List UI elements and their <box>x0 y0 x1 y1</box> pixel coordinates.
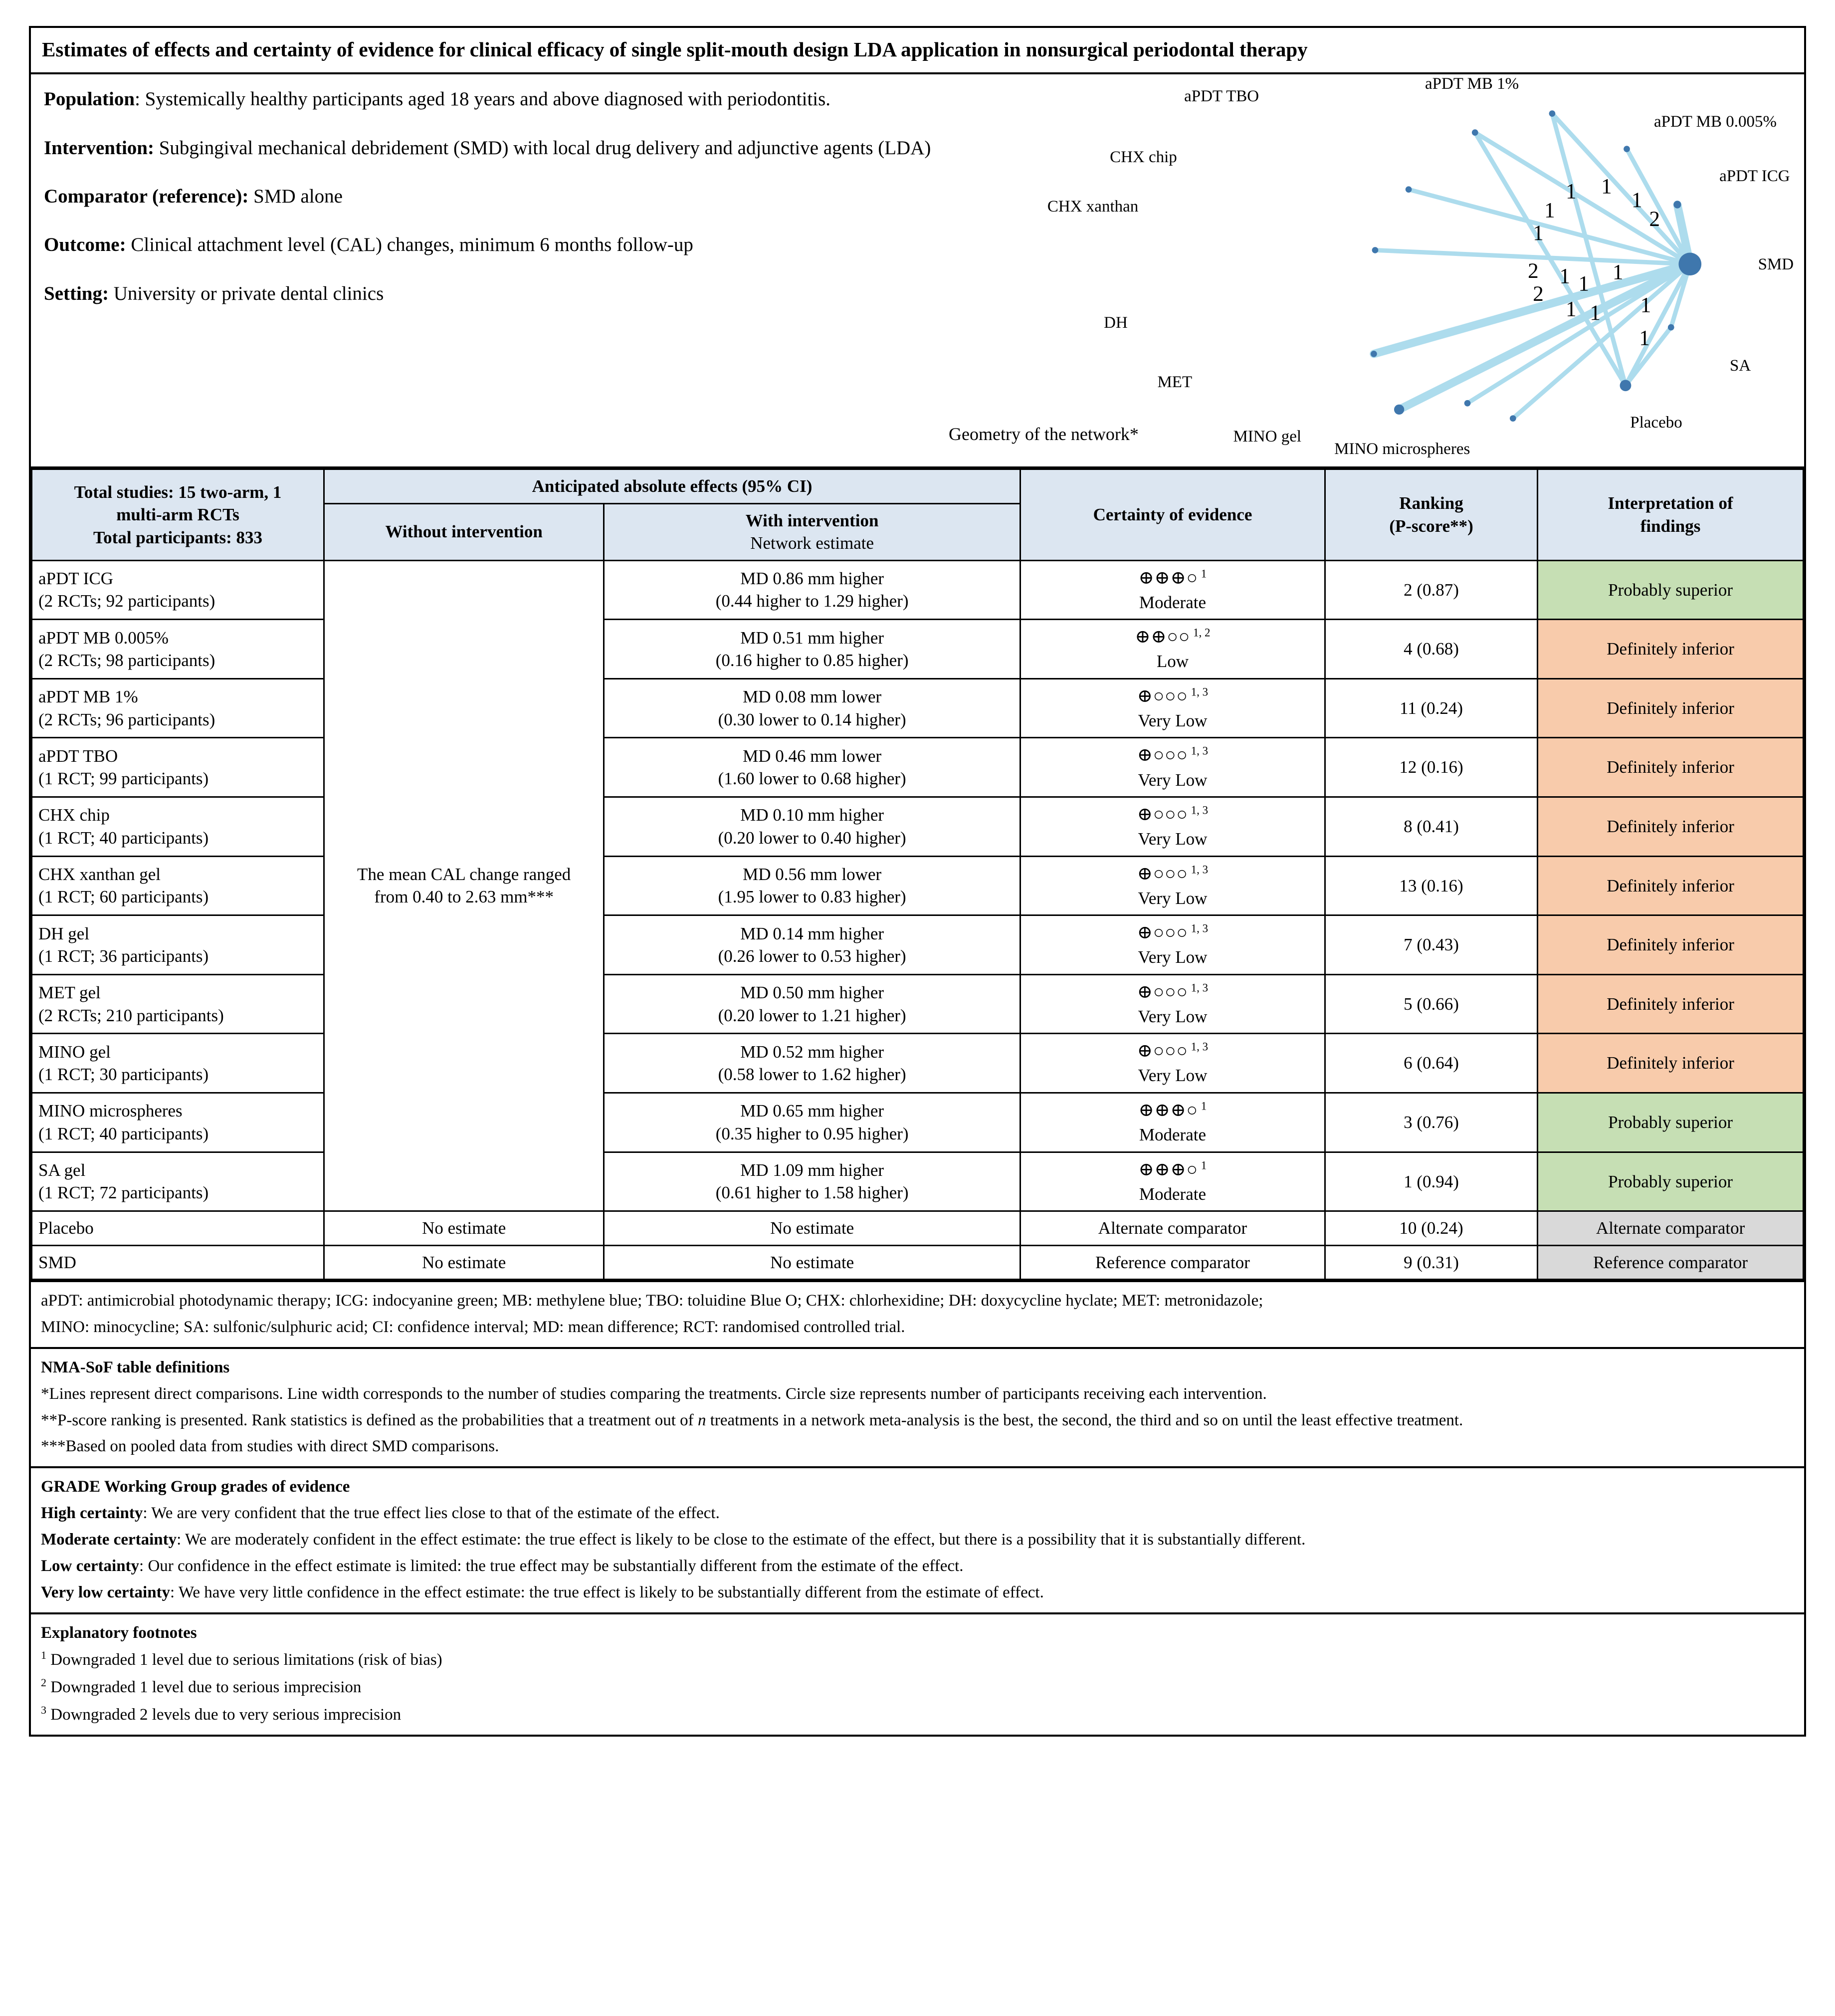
table-row <box>32 1034 1804 1093</box>
treatment-name: CHX xanthan gel <box>38 864 161 884</box>
without-intervention-cell: No estimate <box>324 1245 604 1280</box>
network-estimate-cell <box>604 797 1020 857</box>
ranking-cell: 11 (0.24) <box>1325 678 1537 738</box>
pico-intervention <box>44 134 1027 162</box>
certainty-level: Moderate <box>1139 592 1207 612</box>
certainty-level: Very Low <box>1138 888 1208 908</box>
confidence-interval: (0.61 higher to 1.58 higher) <box>715 1183 909 1203</box>
interpretation-badge: Definitely inferior <box>1538 738 1804 797</box>
network-node <box>1678 253 1701 276</box>
network-estimate-cell: No estimate <box>604 1211 1020 1246</box>
network-estimate-cell <box>604 738 1020 797</box>
treatment-studies: (2 RCTs; 96 participants) <box>38 709 215 729</box>
pico-comparator <box>44 183 1027 210</box>
interpretation-line1: Interpretation of <box>1608 493 1733 513</box>
certainty-cell <box>1020 1093 1325 1152</box>
ranking-cell: 1 (0.94) <box>1325 1152 1537 1211</box>
network-node <box>1620 380 1631 391</box>
pico-population-label: Population <box>44 88 135 110</box>
network-node <box>1394 405 1404 415</box>
network-node <box>1371 351 1377 357</box>
certainty-cell <box>1020 678 1325 738</box>
network-edge-study-count: 1 <box>1566 180 1577 204</box>
ranking-cell: 12 (0.16) <box>1325 738 1537 797</box>
interpretation-badge: Definitely inferior <box>1538 797 1804 857</box>
network-edge-study-count: 1 <box>1639 326 1650 350</box>
network-node-label: MINO microspheres <box>1334 440 1470 458</box>
network-caption: Geometry of the network* <box>949 424 1139 445</box>
treatment-name: aPDT ICG <box>38 568 114 588</box>
certainty-cell <box>1020 974 1325 1034</box>
ranking-cell: 10 (0.24) <box>1325 1211 1537 1246</box>
treatment-name-cell <box>32 560 324 620</box>
footnote-item <box>41 1675 1794 1699</box>
table-row <box>32 974 1804 1034</box>
table-body <box>32 560 1804 1280</box>
interpretation-badge: Probably superior <box>1538 560 1804 620</box>
grade-circles-icon: ⊕⊕⊕○ <box>1138 1159 1199 1180</box>
confidence-interval: (0.44 higher to 1.29 higher) <box>715 591 909 611</box>
certainty-footnote-marker: 1 <box>1198 1158 1207 1171</box>
network-edge-study-count: 1 <box>1578 272 1590 296</box>
ranking-cell: 6 (0.64) <box>1325 1034 1537 1093</box>
certainty-level: Very Low <box>1138 947 1208 967</box>
footnote-text: Downgraded 2 levels due to very serious imprecision <box>46 1706 402 1724</box>
treatment-studies: (1 RCT; 36 participants) <box>38 946 209 966</box>
treatment-name: MINO microspheres <box>38 1101 183 1121</box>
treatment-name: aPDT MB 1% <box>38 687 138 707</box>
definitions-heading: NMA-SoF table definitions <box>41 1358 230 1376</box>
certainty-footnote-marker: 1, 3 <box>1188 981 1209 994</box>
abbreviations-line1: aPDT: antimicrobial photodynamic therapy; ICG: indocyanine green; MB: methylene blue; TBO: toluidine Blue O; CHX: chlorhexidine; DH: doxycycline hyclate; MET: metronidazole; <box>41 1292 1263 1310</box>
treatment-name: aPDT MB 0.005% <box>38 628 169 648</box>
ranking-cell: 9 (0.31) <box>1325 1245 1537 1280</box>
certainty-level: Moderate <box>1139 1184 1207 1204</box>
network-node <box>1372 247 1379 253</box>
pico-outcome-text: Clinical attachment level (CAL) changes, minimum 6 months follow-up <box>126 234 693 256</box>
interpretation-badge: Definitely inferior <box>1538 620 1804 679</box>
network-node <box>1549 110 1556 117</box>
treatment-studies: (2 RCTs; 98 participants) <box>38 651 215 671</box>
interpretation-badge: Probably superior <box>1538 1093 1804 1152</box>
table-row <box>32 1152 1804 1211</box>
grade-verylow-text: : We have very little confidence in the effect estimate: the true effect is likely to be substantially different from the estimate of effect. <box>170 1583 1044 1601</box>
ranking-cell: 7 (0.43) <box>1325 915 1537 975</box>
pico-description <box>31 74 1038 466</box>
interpretation-badge: Definitely inferior <box>1538 1034 1804 1093</box>
table-row <box>32 797 1804 857</box>
mean-difference: MD 1.09 mm higher <box>740 1160 884 1180</box>
treatment-name-cell <box>32 1034 324 1093</box>
confidence-interval: (1.60 lower to 0.68 higher) <box>718 769 906 789</box>
abbreviations-note <box>31 1280 1804 1347</box>
grade-circles-icon: ⊕⊕○○ <box>1135 627 1191 648</box>
mean-difference: MD 0.56 mm lower <box>743 864 882 884</box>
interpretation-badge: Probably superior <box>1538 1152 1804 1211</box>
network-edge-study-count: 1 <box>1566 297 1577 321</box>
without-intervention-line2: from 0.40 to 2.63 mm*** <box>374 887 554 907</box>
network-node-label: MINO gel <box>1233 428 1302 446</box>
grade-high-label: High certainty <box>41 1504 143 1523</box>
sof-table-outer-frame <box>29 26 1806 1737</box>
certainty-footnote-marker: 1, 3 <box>1188 685 1209 698</box>
network-estimate-cell <box>604 856 1020 915</box>
confidence-interval: (0.16 higher to 0.85 higher) <box>715 651 909 671</box>
grade-moderate-text: : We are moderately confident in the effect estimate: the true effect is likely to be close to the estimate of the effect, but there is a possibility that it is substantially different. <box>177 1531 1306 1549</box>
treatment-studies: (1 RCT; 72 participants) <box>38 1183 209 1203</box>
footnote-text: Downgraded 1 level due to serious imprecision <box>46 1678 362 1697</box>
column-header-interpretation <box>1538 469 1804 561</box>
footnote-item <box>41 1647 1794 1672</box>
pico-setting-label: Setting: <box>44 282 109 304</box>
mean-difference: MD 0.51 mm higher <box>740 628 884 648</box>
mean-difference: MD 0.65 mm higher <box>740 1101 884 1121</box>
interpretation-badge: Definitely inferior <box>1538 856 1804 915</box>
interpretation-line2: findings <box>1640 516 1701 536</box>
confidence-interval: (0.26 lower to 0.53 higher) <box>718 946 906 966</box>
pico-comparator-text: SMD alone <box>248 185 343 207</box>
treatment-name-cell <box>32 797 324 857</box>
treatment-name: MINO gel <box>38 1042 111 1062</box>
network-node-label: DH <box>1104 313 1128 332</box>
treatment-name-cell <box>32 915 324 975</box>
network-geometry-diagram <box>949 74 1804 466</box>
summary-of-findings-table <box>31 468 1804 1280</box>
pico-population-text: : Systemically healthy participants aged 18 years and above diagnosed with periodontitis. <box>135 88 831 110</box>
network-edge <box>1475 133 1690 264</box>
ranking-line2: (P-score**) <box>1389 516 1473 536</box>
table-row <box>32 678 1804 738</box>
network-estimate-cell: No estimate <box>604 1245 1020 1280</box>
network-edge-study-count: 1 <box>1631 189 1642 213</box>
footnote-list <box>41 1647 1794 1727</box>
ranking-cell: 13 (0.16) <box>1325 856 1537 915</box>
grade-low-text: : Our confidence in the effect estimate is limited: the true effect may be substantially different from the estimate of the effect. <box>139 1557 964 1575</box>
network-node <box>1624 146 1630 152</box>
certainty-level: Moderate <box>1139 1125 1207 1145</box>
network-node <box>1406 187 1412 193</box>
treatment-name: MET gel <box>38 983 101 1003</box>
pico-intervention-label: Intervention: <box>44 137 154 159</box>
interpretation-badge: Reference comparator <box>1538 1245 1804 1280</box>
network-edge-study-count: 1 <box>1544 199 1555 223</box>
ranking-line1: Ranking <box>1399 493 1463 513</box>
table-corner-cell <box>32 469 324 561</box>
treatment-name-cell <box>32 1152 324 1211</box>
network-edge-study-count: 2 <box>1649 208 1660 231</box>
treatment-name-cell <box>32 856 324 915</box>
network-estimate-cell <box>604 560 1020 620</box>
without-intervention-cell <box>324 560 604 1211</box>
column-header-ranking <box>1325 469 1537 561</box>
certainty-cell <box>1020 620 1325 679</box>
table-row <box>32 915 1804 975</box>
treatment-name-cell <box>32 678 324 738</box>
treatment-studies: (1 RCT; 99 participants) <box>38 769 209 789</box>
with-intervention-line2: Network estimate <box>750 533 874 553</box>
mean-difference: MD 0.08 mm lower <box>743 687 882 707</box>
grade-circles-icon: ⊕○○○ <box>1137 685 1188 706</box>
network-node <box>1510 415 1516 422</box>
network-estimate-cell <box>604 974 1020 1034</box>
certainty-cell <box>1020 856 1325 915</box>
table-row <box>32 560 1804 620</box>
network-edge-study-count: 2 <box>1528 259 1539 283</box>
certainty-cell <box>1020 560 1325 620</box>
interpretation-badge: Alternate comparator <box>1538 1211 1804 1246</box>
total-studies-line1: Total studies: 15 two-arm, 1 <box>74 482 282 502</box>
pico-population <box>44 85 1027 113</box>
treatment-studies: (2 RCTs; 210 participants) <box>38 1005 224 1025</box>
treatment-studies: (1 RCT; 60 participants) <box>38 887 209 907</box>
grade-moderate-label: Moderate certainty <box>41 1531 177 1549</box>
grade-high <box>41 1502 1794 1525</box>
table-row <box>32 1245 1804 1280</box>
nma-sof-definitions <box>31 1347 1804 1466</box>
pico-intervention-text: Subgingival mechanical debridement (SMD) with local drug delivery and adjunctive agents (LDA) <box>154 137 931 159</box>
definition-star2-italic-n: n <box>697 1411 706 1429</box>
network-edge-study-count: 1 <box>1559 264 1571 288</box>
network-estimate-cell <box>604 1034 1020 1093</box>
grade-circles-icon: ⊕○○○ <box>1137 1041 1188 1062</box>
network-node-label: aPDT ICG <box>1719 167 1790 185</box>
ranking-cell: 4 (0.68) <box>1325 620 1537 679</box>
definition-star3: ***Based on pooled data from studies with direct SMD comparisons. <box>41 1437 499 1456</box>
treatment-studies: (1 RCT; 30 participants) <box>38 1065 209 1085</box>
certainty-level: Low <box>1156 652 1189 672</box>
definition-star2-b: treatments in a network meta-analysis is the best, the second, the third and so on until the least effective treatment. <box>706 1411 1463 1429</box>
grade-circles-icon: ⊕⊕⊕○ <box>1138 567 1199 588</box>
table-header <box>32 469 1804 561</box>
table-header-row-1 <box>32 469 1804 504</box>
network-edge-study-count: 1 <box>1612 260 1624 284</box>
network-node-label: Placebo <box>1630 414 1682 432</box>
confidence-interval: (1.95 lower to 0.83 higher) <box>718 887 906 907</box>
mean-difference: MD 0.14 mm higher <box>740 923 884 943</box>
certainty-cell <box>1020 1152 1325 1211</box>
definition-star2-a: **P-score ranking is presented. Rank statistics is defined as the probabilities that a treatment out of <box>41 1411 698 1429</box>
abbreviations-line2: MINO: minocycline; SA: sulfonic/sulphuric acid; CI: confidence interval; MD: mean difference; RCT: randomised controlled trial. <box>41 1318 905 1337</box>
network-node-label: aPDT MB 0.005% <box>1653 112 1777 131</box>
network-edge-study-count: 1 <box>1601 175 1612 199</box>
without-intervention-cell: No estimate <box>324 1211 604 1246</box>
definition-star1: *Lines represent direct comparisons. Line width corresponds to the number of studies comparing the treatments. Circle size represents number of participants receiving each intervention. <box>41 1384 1267 1403</box>
footnote-text: Downgraded 1 level due to serious limitations (risk of bias) <box>46 1651 442 1669</box>
network-node <box>1673 201 1681 209</box>
network-edge-study-count: 1 <box>1640 293 1651 317</box>
treatment-name-cell <box>32 1093 324 1152</box>
with-intervention-line1: With intervention <box>745 510 879 530</box>
column-header-anticipated-effects: Anticipated absolute effects (95% CI) <box>324 469 1020 504</box>
certainty-cell: Alternate comparator <box>1020 1211 1325 1246</box>
grade-circles-icon: ⊕○○○ <box>1137 745 1188 766</box>
confidence-interval: (0.20 lower to 0.40 higher) <box>718 828 906 848</box>
grade-verylow <box>41 1581 1794 1604</box>
mean-difference: MD 0.52 mm higher <box>740 1042 884 1062</box>
footnote-item <box>41 1702 1794 1727</box>
confidence-interval: (0.20 lower to 1.21 higher) <box>718 1005 906 1025</box>
pico-setting-text: University or private dental clinics <box>109 282 384 304</box>
network-estimate-cell <box>604 678 1020 738</box>
total-studies-line2: multi-arm RCTs <box>116 505 239 525</box>
confidence-interval: (0.35 higher to 0.95 higher) <box>715 1123 909 1143</box>
page-title: Estimates of effects and certainty of evidence for clinical efficacy of single split-mouth design LDA application in nonsurgical periodontal therapy <box>31 28 1804 74</box>
certainty-cell <box>1020 915 1325 975</box>
ranking-cell: 8 (0.41) <box>1325 797 1537 857</box>
table-row <box>32 1093 1804 1152</box>
certainty-level: Very Low <box>1138 829 1208 849</box>
explanatory-footnotes <box>31 1612 1804 1735</box>
definition-star2 <box>41 1409 1794 1432</box>
grade-moderate <box>41 1528 1794 1552</box>
ranking-cell: 3 (0.76) <box>1325 1093 1537 1152</box>
confidence-interval: (0.30 lower to 0.14 higher) <box>718 709 906 729</box>
mean-difference: MD 0.10 mm higher <box>740 805 884 825</box>
footnote-marker: 1 <box>41 1649 46 1662</box>
certainty-footnote-marker: 1, 3 <box>1188 922 1209 935</box>
interpretation-badge: Definitely inferior <box>1538 678 1804 738</box>
mean-difference: MD 0.46 mm lower <box>743 746 882 766</box>
network-node-label: CHX chip <box>1110 148 1177 166</box>
table-row <box>32 620 1804 679</box>
network-estimate-cell <box>604 1152 1020 1211</box>
grade-definitions <box>31 1466 1804 1612</box>
certainty-level: Very Low <box>1138 1006 1208 1026</box>
grade-verylow-label: Very low certainty <box>41 1583 171 1601</box>
network-node-label: aPDT MB 1% <box>1425 74 1519 93</box>
network-edge-study-count: 2 <box>1533 282 1544 306</box>
certainty-footnote-marker: 1, 3 <box>1188 863 1209 876</box>
certainty-footnote-marker: 1 <box>1198 567 1207 580</box>
treatment-name-cell <box>32 738 324 797</box>
pico-comparator-label: Comparator (reference): <box>44 185 249 207</box>
grade-heading: GRADE Working Group grades of evidence <box>41 1478 350 1496</box>
network-node <box>1472 129 1478 136</box>
treatment-name: CHX chip <box>38 805 110 825</box>
grade-low <box>41 1555 1794 1578</box>
column-header-without-intervention: Without intervention <box>324 503 604 560</box>
grade-circles-icon: ⊕○○○ <box>1137 863 1188 884</box>
treatment-name: aPDT TBO <box>38 746 118 766</box>
pico-and-network-section <box>31 74 1804 468</box>
pico-setting <box>44 280 1027 307</box>
network-node-label: SA <box>1729 357 1751 375</box>
column-header-with-intervention <box>604 503 1020 560</box>
ranking-cell: 2 (0.87) <box>1325 560 1537 620</box>
grade-circles-icon: ⊕○○○ <box>1137 922 1188 943</box>
treatment-name: DH gel <box>38 923 90 943</box>
network-node <box>1464 400 1471 407</box>
network-node-label: SMD <box>1758 255 1794 274</box>
treatment-name-cell: SMD <box>32 1245 324 1280</box>
certainty-cell: Reference comparator <box>1020 1245 1325 1280</box>
certainty-footnote-marker: 1, 3 <box>1188 744 1209 757</box>
footnotes-heading: Explanatory footnotes <box>41 1623 197 1642</box>
treatment-name-cell <box>32 620 324 679</box>
footnote-marker: 2 <box>41 1676 46 1689</box>
ranking-cell: 5 (0.66) <box>1325 974 1537 1034</box>
certainty-footnote-marker: 1, 3 <box>1188 1040 1209 1053</box>
network-edge-study-count: 1 <box>1533 222 1544 245</box>
grade-high-text: : We are very confident that the true effect lies close to that of the estimate of the effect. <box>143 1504 720 1523</box>
treatment-studies: (1 RCT; 40 participants) <box>38 828 209 848</box>
certainty-footnote-marker: 1, 2 <box>1190 626 1211 639</box>
column-header-certainty: Certainty of evidence <box>1020 469 1325 561</box>
certainty-level: Very Low <box>1138 770 1208 790</box>
treatment-studies: (2 RCTs; 92 participants) <box>38 591 215 611</box>
treatment-name: SA gel <box>38 1160 86 1180</box>
interpretation-badge: Definitely inferior <box>1538 915 1804 975</box>
mean-difference: MD 0.86 mm higher <box>740 568 884 588</box>
interpretation-badge: Definitely inferior <box>1538 974 1804 1034</box>
network-estimate-cell <box>604 620 1020 679</box>
table-row <box>32 738 1804 797</box>
certainty-cell <box>1020 738 1325 797</box>
certainty-level: Very Low <box>1138 710 1208 730</box>
network-estimate-cell <box>604 1093 1020 1152</box>
pico-outcome <box>44 231 1027 258</box>
certainty-footnote-marker: 1 <box>1198 1100 1207 1113</box>
without-intervention-line1: The mean CAL change ranged <box>357 864 571 884</box>
treatment-name-cell: Placebo <box>32 1211 324 1246</box>
grade-low-label: Low certainty <box>41 1557 140 1575</box>
table-row <box>32 856 1804 915</box>
confidence-interval: (0.58 lower to 1.62 higher) <box>718 1065 906 1085</box>
treatment-studies: (1 RCT; 40 participants) <box>38 1123 209 1143</box>
network-node <box>1668 324 1674 331</box>
network-node-label: CHX xanthan <box>1047 197 1139 216</box>
certainty-footnote-marker: 1, 3 <box>1188 804 1209 817</box>
network-graph-svg <box>1038 74 1804 466</box>
footnote-marker: 3 <box>41 1704 46 1717</box>
grade-circles-icon: ⊕⊕⊕○ <box>1138 1100 1199 1120</box>
grade-circles-icon: ⊕○○○ <box>1137 981 1188 1002</box>
certainty-cell <box>1020 1034 1325 1093</box>
network-estimate-cell <box>604 915 1020 975</box>
network-edge-study-count: 1 <box>1590 301 1601 325</box>
mean-difference: MD 0.50 mm higher <box>740 983 884 1003</box>
total-participants: Total participants: 833 <box>93 527 263 547</box>
certainty-cell <box>1020 797 1325 857</box>
grade-circles-icon: ⊕○○○ <box>1137 804 1188 825</box>
network-node-label: MET <box>1157 373 1193 392</box>
network-node-label: aPDT TBO <box>1184 87 1259 106</box>
pico-outcome-label: Outcome: <box>44 234 126 256</box>
table-row <box>32 1211 1804 1246</box>
treatment-name-cell <box>32 974 324 1034</box>
certainty-level: Very Low <box>1138 1066 1208 1086</box>
